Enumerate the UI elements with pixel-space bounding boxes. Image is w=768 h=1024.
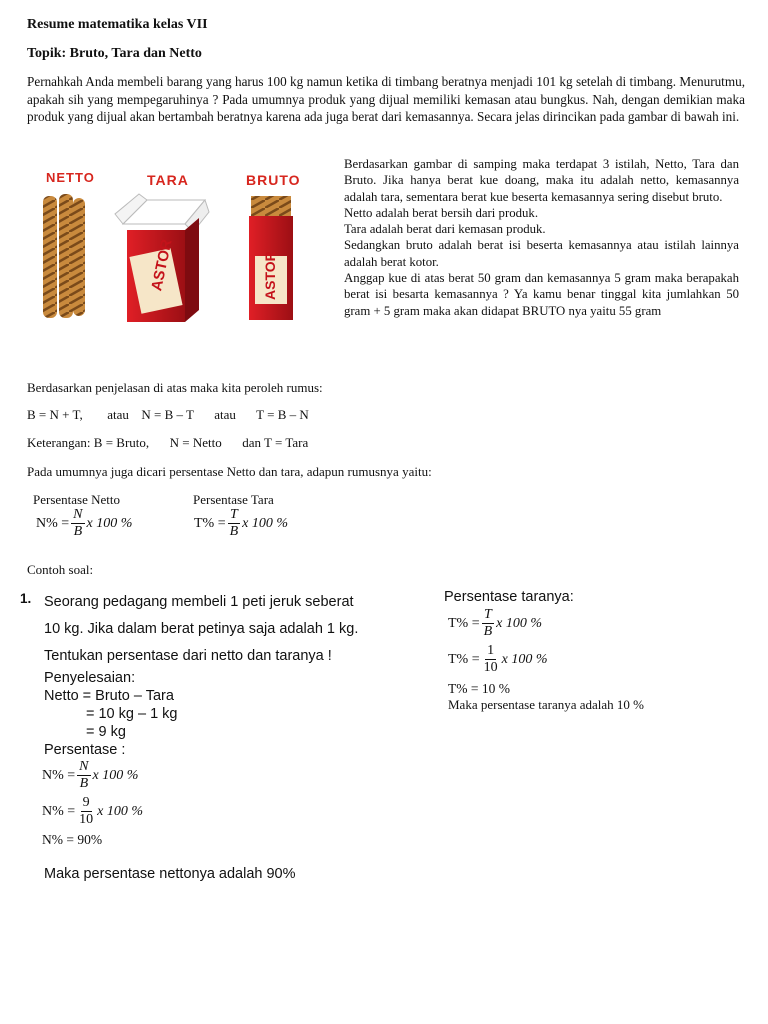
topic-heading: Topik: Bruto, Tara dan Netto [27, 46, 202, 61]
side-paragraph-2: Netto adalah berat bersih dari produk. [344, 205, 539, 220]
tara-values-fraction [482, 644, 500, 675]
tara-solution-formula [448, 608, 542, 639]
netto-solution-values [42, 796, 143, 827]
bruto-label: BRUTO [246, 172, 301, 188]
solution-step-2: = 10 kg – 1 kg [86, 706, 178, 722]
document-title: Resume matematika kelas VII [27, 17, 208, 32]
side-paragraph-1: Berdasarkan gambar di samping maka terdapat 3 istilah, Netto, Tara dan Bruto. Jika hanya berat kue doang, maka itu adalah netto, kemasannya adalah tara, sementara berat kue beserta kemasannya sering disebut bruto. [344, 157, 739, 204]
times-100: x 100 % [92, 767, 139, 783]
tara-solution-lhs: T% = [448, 615, 480, 631]
tara-solution-heading: Persentase taranya: [444, 589, 574, 605]
fraction-denominator: B [229, 524, 239, 539]
side-paragraph-3: Tara adalah berat dari kemasan produk. [344, 222, 546, 237]
keterangan-t: dan T = Tara [242, 435, 309, 450]
atau-2: atau [214, 407, 236, 422]
rumus-line [27, 407, 309, 423]
fraction-denominator: B [73, 524, 83, 539]
netto-values-lhs: N% = [42, 803, 76, 819]
formula-tara: T = B – N [256, 407, 309, 422]
netto-solution-fraction [77, 760, 90, 791]
times-100: x 100 % [242, 515, 289, 531]
netto-values-fraction [77, 796, 95, 827]
tara-fraction [228, 508, 241, 539]
times-100: x 100 % [496, 615, 543, 631]
wafer-sticks-netto [43, 194, 85, 318]
fraction-denominator: B [79, 776, 89, 791]
tara-formula-lhs: T% = [194, 515, 226, 531]
side-paragraph-4: Sedangkan bruto adalah berat isi beserta kemasannya atau istilah lainnya adalah berat kotor. [344, 238, 739, 269]
fraction-denominator: 10 [79, 812, 94, 827]
question-line-3: Tentukan persentase dari netto dan taranya ! [44, 648, 332, 664]
fraction-numerator: N [73, 507, 83, 522]
formula-bruto: B = N + T, [27, 407, 83, 422]
netto-solution-lhs: N% = [42, 767, 76, 783]
atau-1: atau [107, 407, 129, 422]
times-100: x 100 % [86, 515, 133, 531]
netto-formula-lhs: N% = [36, 515, 70, 531]
netto-tara-bruto-illustration [27, 160, 332, 330]
fraction-numerator: T [229, 507, 238, 522]
times-100: x 100 % [501, 651, 548, 667]
question-line-2: 10 kg. Jika dalam berat petinya saja adalah 1 kg. [44, 621, 359, 637]
netto-result: N% = 90% [42, 832, 103, 847]
intro-paragraph: Pernahkah Anda membeli barang yang harus 100 kg namun ketika di timbang beratnya menjadi 101 kg setelah di timbang. Menurutmu, apakah sih yang mempegaruhinya ? Pada umumnya produk yang dijual memiliki kemasan atau bungkus. Nah, dengan demikian maka produk yang dijual akan bertambah beratnya karena ada juga berat dari kemasannya. Secara jelas dirincikan pada gambar di bawah ini. [27, 74, 745, 124]
solution-block [44, 669, 178, 759]
fraction-denominator: 10 [483, 660, 498, 675]
fraction-numerator: 9 [82, 795, 90, 810]
filled-package-bruto [249, 196, 293, 320]
rumus-intro: Berdasarkan penjelasan di atas maka kita peroleh rumus: [27, 380, 323, 395]
tara-result: T% = 10 % [448, 681, 510, 696]
solution-step-3: = 9 kg [86, 724, 126, 740]
fraction-denominator: B [483, 624, 493, 639]
keterangan-b: Keterangan: B = Bruto, [27, 435, 150, 450]
product-drawing [27, 160, 332, 330]
side-explanation [344, 156, 739, 319]
tara-percent-label: Persentase Tara [193, 492, 274, 507]
penyelesaian-label: Penyelesaian: [44, 670, 136, 686]
question-text [44, 589, 404, 670]
netto-fraction [71, 508, 84, 539]
tara-brand-text: ASTOR [148, 237, 176, 293]
tara-solution-fraction [482, 608, 495, 639]
tara-solution-values [448, 644, 548, 675]
side-paragraph-5: Anggap kue di atas berat 50 gram dan kemasannya 5 gram maka berapakah berat isi besarta kemasannya ? Ya kamu benar tinggal kita jumlahkan 50 gram + 5 gram maka akan didapat BRUTO nya yaitu 55 gram [344, 271, 739, 318]
netto-percent-formula [36, 508, 132, 539]
tara-conclusion: Maka persentase taranya adalah 10 % [448, 697, 644, 712]
solution-step-1: Netto = Bruto – Tara [44, 688, 174, 704]
netto-percent-label: Persentase Netto [33, 492, 121, 507]
fraction-numerator: T [483, 607, 492, 622]
formula-netto: N = B – T [141, 407, 194, 422]
tara-label: TARA [147, 172, 189, 188]
netto-conclusion: Maka persentase nettonya adalah 90% [44, 866, 296, 882]
question-number: 1. [20, 591, 32, 606]
times-100: x 100 % [97, 803, 144, 819]
empty-box-tara [115, 194, 209, 322]
tara-values-lhs: T% = [448, 651, 480, 667]
keterangan-n: N = Netto [169, 435, 222, 450]
question-line-1: Seorang pedagang membeli 1 peti jeruk seberat [44, 594, 354, 610]
persentase-label: Persentase : [44, 742, 126, 758]
fraction-numerator: 1 [487, 643, 495, 658]
keterangan-line [27, 435, 308, 451]
fraction-numerator: N [79, 759, 89, 774]
netto-label: NETTO [46, 170, 95, 185]
contoh-soal-label: Contoh soal: [27, 562, 94, 577]
tara-percent-formula [194, 508, 288, 539]
netto-solution-formula [42, 760, 138, 791]
bruto-brand-text: ASTOR [262, 251, 278, 300]
persentase-intro: Pada umumnya juga dicari persentase Netto dan tara, adapun rumusnya yaitu: [27, 464, 432, 479]
